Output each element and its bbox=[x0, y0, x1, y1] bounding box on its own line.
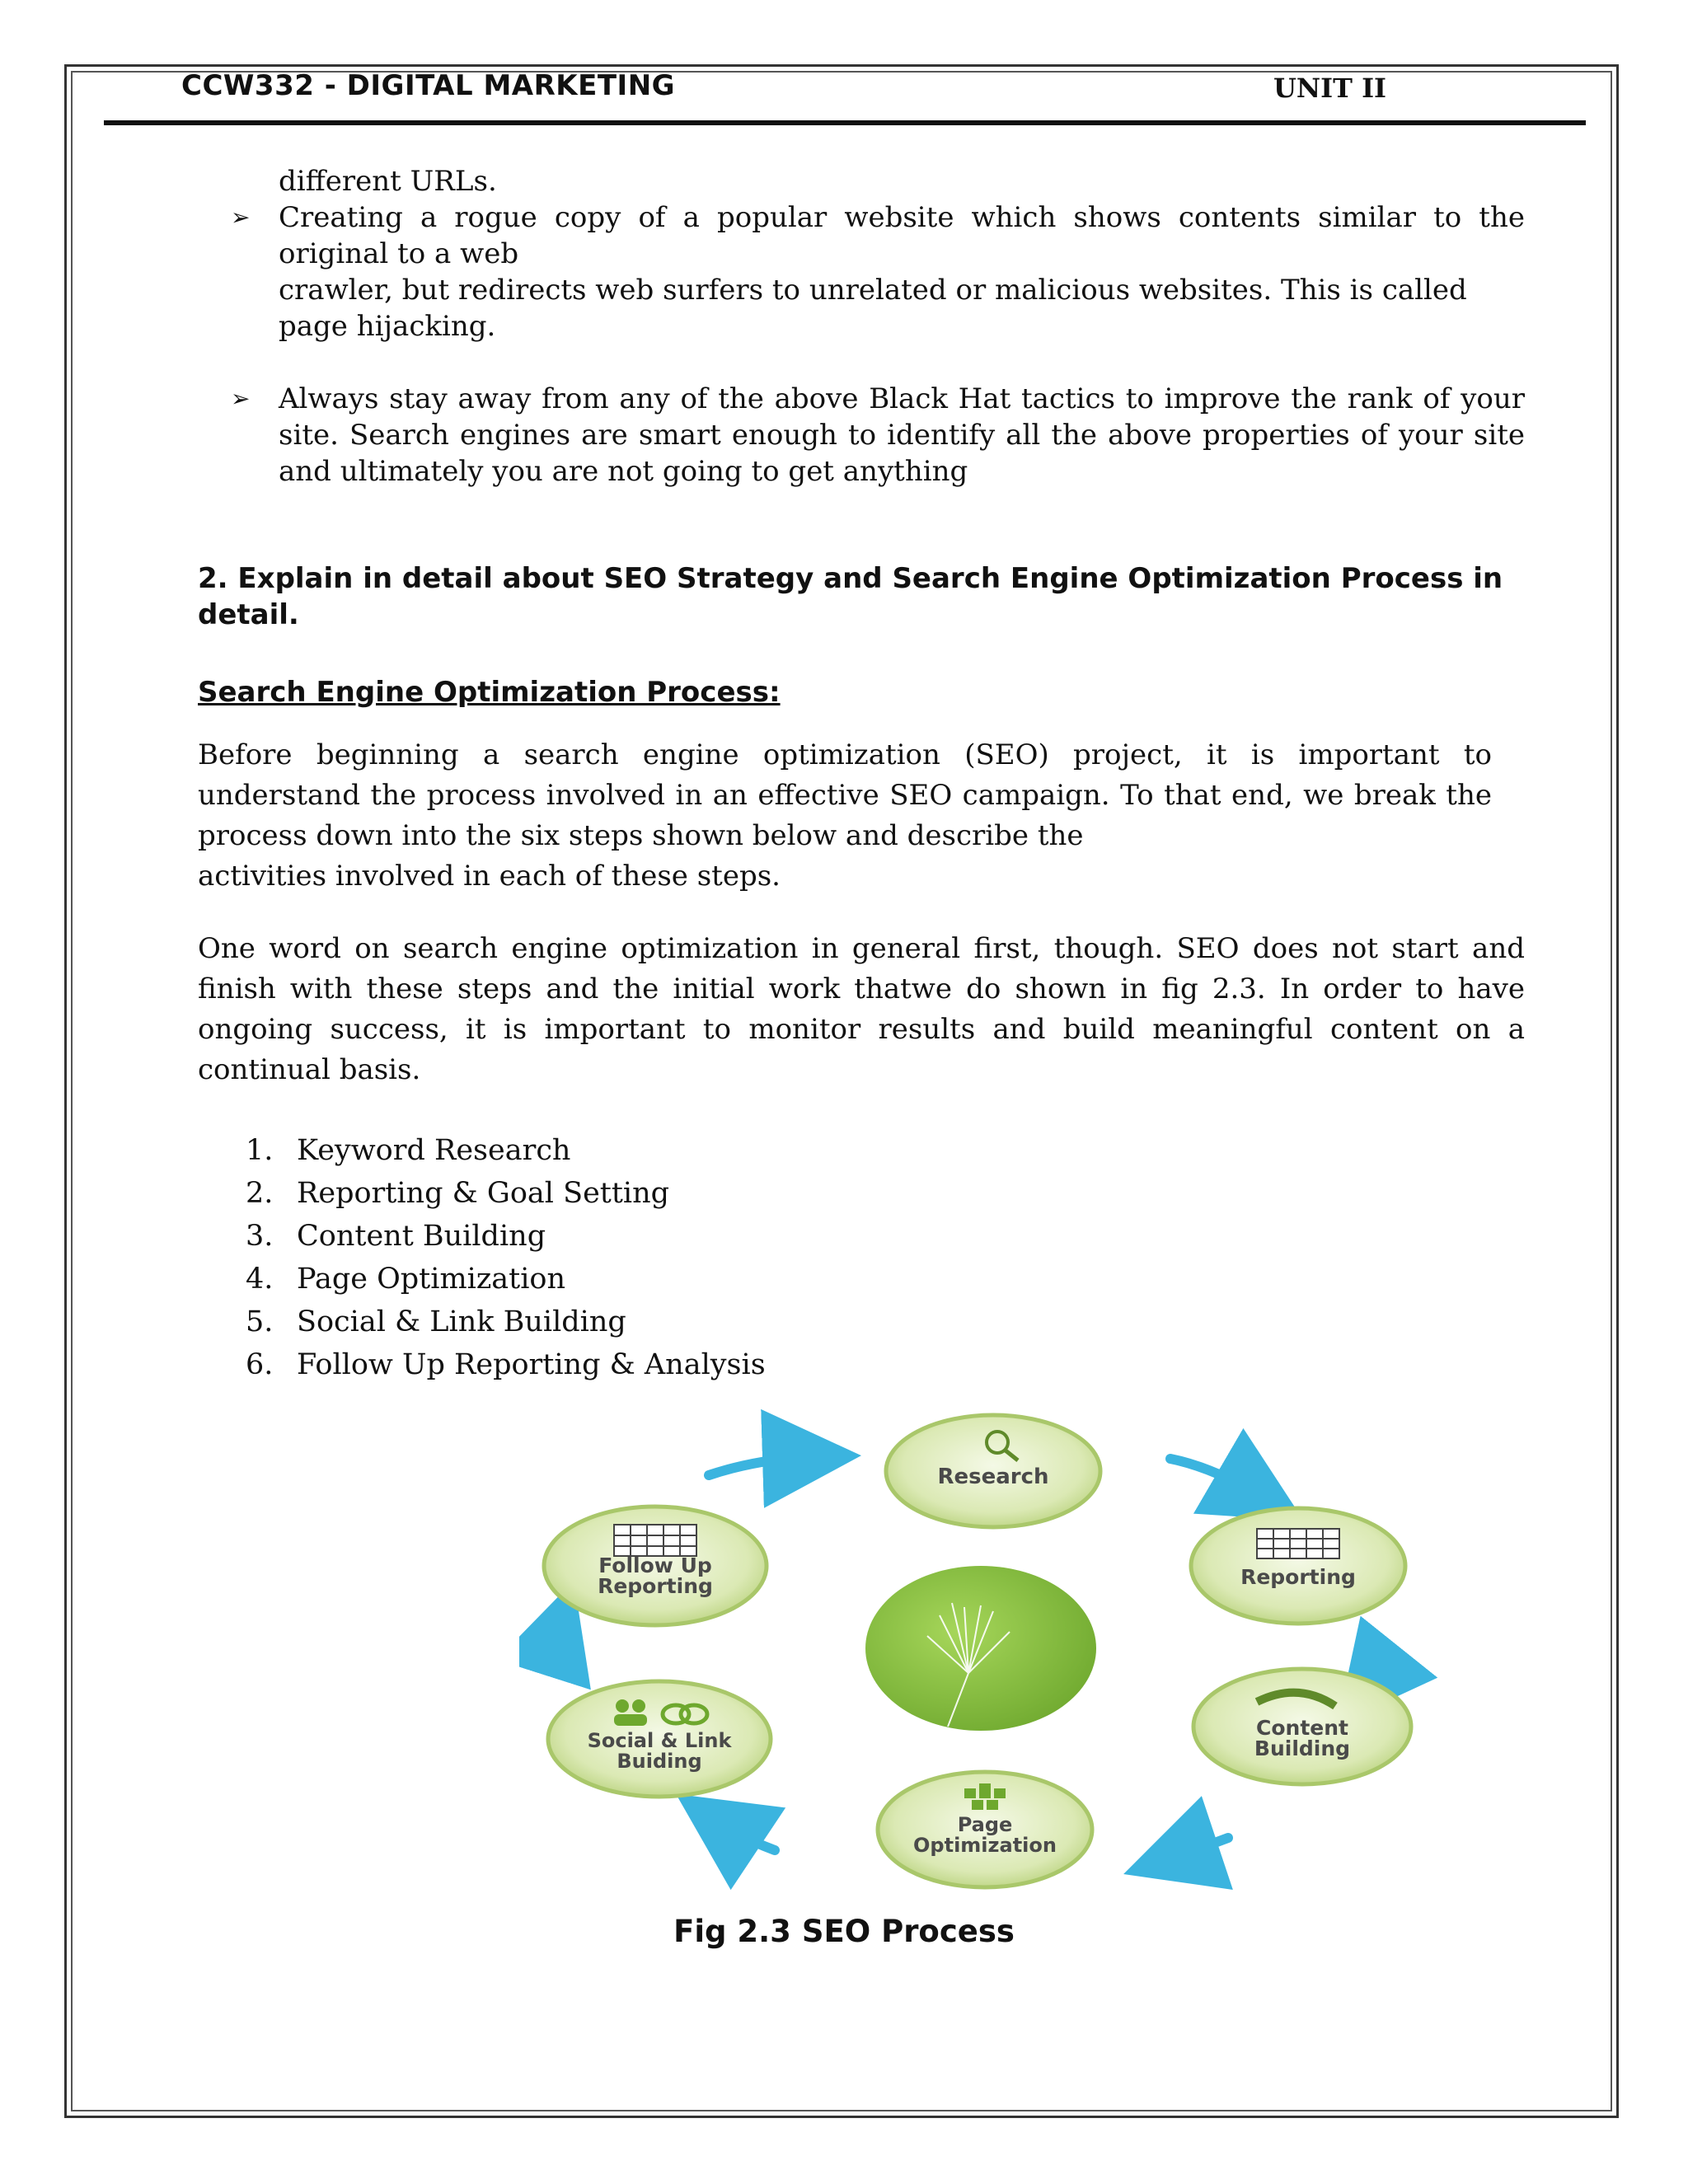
node-follow-up-reporting bbox=[544, 1507, 767, 1625]
list-label: Reporting & Goal Setting bbox=[297, 1177, 670, 1210]
arrow-bullet-icon: ➢ bbox=[231, 385, 251, 412]
arrow-icon bbox=[709, 1457, 812, 1475]
section-title: Search Engine Optimization Process: bbox=[198, 676, 781, 709]
list-number: 5. bbox=[246, 1305, 274, 1338]
paragraph-intro bbox=[198, 735, 1525, 897]
list-label: Keyword Research bbox=[297, 1134, 571, 1167]
node-label: Page bbox=[957, 1813, 1013, 1836]
header-unit: UNIT II bbox=[1273, 73, 1387, 104]
node-label: Follow Up bbox=[598, 1554, 712, 1577]
paragraph-text: Before beginning a search engine optimization (SEO) project, it is important to understand the process involved in an effective SEO campaign. To that end, we break the process down into the six steps shown below and describe the bbox=[198, 738, 1492, 852]
list-number: 3. bbox=[246, 1220, 274, 1253]
list-item bbox=[198, 1343, 766, 1386]
list-number: 1. bbox=[246, 1134, 274, 1167]
list-number: 6. bbox=[246, 1348, 274, 1381]
node-label: Buiding bbox=[617, 1750, 702, 1773]
node-content-building bbox=[1193, 1669, 1411, 1784]
node-reporting bbox=[1191, 1508, 1405, 1624]
bullet-item-stay-away bbox=[198, 381, 1525, 490]
node-label: Social & Link bbox=[587, 1729, 732, 1752]
list-label: Content Building bbox=[297, 1220, 546, 1253]
grid-chart-icon bbox=[614, 1525, 696, 1556]
bullet-continued: different URLs. bbox=[279, 165, 497, 198]
arrow-icon bbox=[1170, 1459, 1261, 1496]
header-course: CCW332 - DIGITAL MARKETING bbox=[181, 69, 676, 102]
node-label: Reporting bbox=[1240, 1565, 1356, 1589]
arrow-bullet-icon: ➢ bbox=[231, 204, 251, 231]
arrow-icon bbox=[1170, 1838, 1228, 1858]
list-label: Page Optimization bbox=[297, 1263, 566, 1296]
figure-caption: Fig 2.3 SEO Process bbox=[673, 1914, 1015, 1949]
list-number: 2. bbox=[246, 1177, 274, 1210]
list-item bbox=[198, 1258, 766, 1301]
list-item bbox=[198, 1172, 766, 1215]
list-item bbox=[198, 1129, 766, 1172]
list-item bbox=[198, 1215, 766, 1258]
node-label: Optimization bbox=[913, 1834, 1057, 1857]
node-social-link-building bbox=[548, 1681, 771, 1797]
bullet-text: site. Search engines are smart enough to identify all the above properties of your site bbox=[279, 419, 1525, 452]
node-label: Content bbox=[1256, 1716, 1348, 1740]
bullet-text: page hijacking. bbox=[279, 310, 496, 343]
node-label: Reporting bbox=[598, 1574, 713, 1598]
node-label: Research bbox=[937, 1465, 1049, 1489]
list-label: Social & Link Building bbox=[297, 1305, 626, 1338]
bullet-text: original to a web bbox=[279, 237, 519, 270]
question-heading: 2. Explain in detail about SEO Strategy and Search Engine Optimization Process in detail. bbox=[198, 562, 1503, 631]
bullet-section bbox=[198, 163, 1525, 490]
steps-list bbox=[198, 1129, 766, 1386]
arrow-icon bbox=[717, 1821, 775, 1850]
seo-process-diagram bbox=[519, 1401, 1442, 1912]
list-number: 4. bbox=[246, 1263, 274, 1296]
bullet-text: crawler, but redirects web surfers to unrelated or malicious websites. This is called bbox=[279, 274, 1467, 307]
bullet-text: and ultimately you are not going to get anything bbox=[279, 455, 968, 488]
node-label: Building bbox=[1254, 1736, 1351, 1760]
header-rule bbox=[104, 120, 1586, 125]
list-label: Follow Up Reporting & Analysis bbox=[297, 1348, 766, 1381]
bullet-text: Creating a rogue copy of a popular website which shows contents similar to the bbox=[279, 201, 1525, 234]
center-dandelion-icon bbox=[865, 1566, 1096, 1731]
list-item bbox=[198, 1301, 766, 1343]
paragraph-general: One word on search engine optimization in general first, though. SEO does not start and finish with these steps and the initial work thatwe do shown in fig 2.3. In order to have ongoing success, it is important to monitor results and build meaningful content on a continual basis. bbox=[198, 932, 1525, 1086]
arrow-icon bbox=[556, 1628, 560, 1669]
bullet-item-page-hijacking bbox=[198, 199, 1525, 344]
bullet-text: Always stay away from any of the above Black Hat tactics to improve the rank of your bbox=[279, 382, 1525, 415]
node-research bbox=[886, 1415, 1100, 1527]
grid-chart-icon bbox=[1257, 1529, 1339, 1558]
paragraph-text: activities involved in each of these steps. bbox=[198, 860, 781, 893]
node-page-optimization bbox=[878, 1772, 1092, 1887]
